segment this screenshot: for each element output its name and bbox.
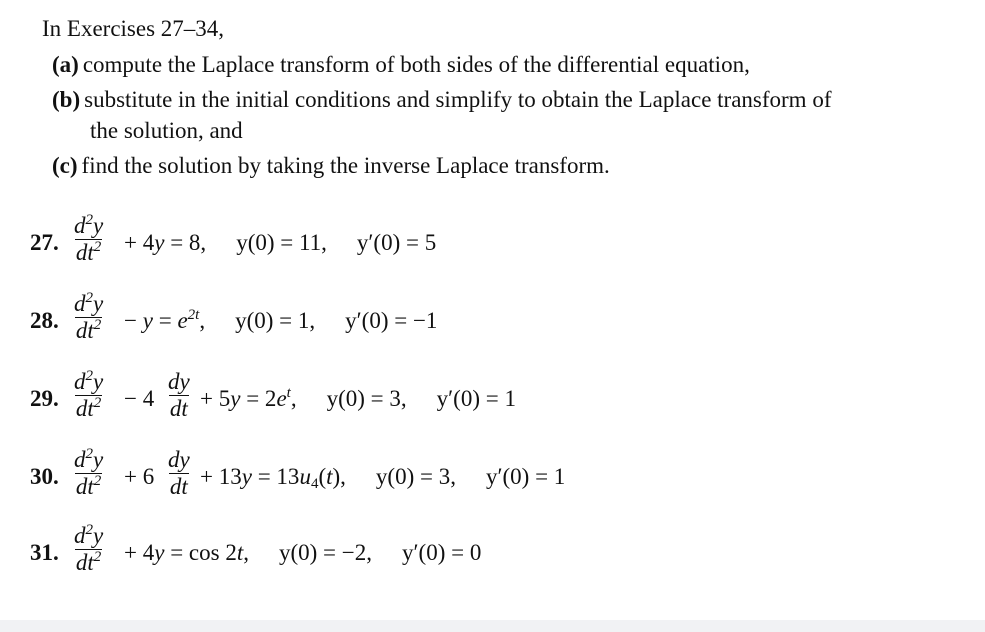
equation-rhs: + 4y = 8, y(0) = 11, y′(0) = 5 [124, 230, 437, 255]
initial-condition-y: y(0) = −2, [278, 540, 372, 565]
initial-condition-y: y(0) = 1, [235, 308, 316, 333]
instruction-a-label: (a) [52, 52, 79, 77]
exercise-number: 29. [30, 386, 59, 411]
initial-condition-yprime: y′(0) = 0 [402, 540, 482, 565]
equation-rhs: − $y = e^{2t}$, y(0) = 1, y′(0) = −1 [124, 307, 438, 333]
equation-op: + 6 [124, 464, 155, 489]
instruction-a [52, 50, 750, 80]
initial-condition-yprime: y′(0) = 5 [356, 230, 437, 255]
instruction-b-cont-text: the solution, and [90, 118, 243, 143]
initial-condition-y: y(0) = 3, [326, 386, 407, 411]
intro-text: In Exercises 27–34, [42, 16, 225, 41]
initial-condition-yprime: y′(0) = −1 [345, 308, 438, 333]
instruction-a-text: compute the Laplace transform of both sides of the differential equation, [82, 52, 750, 77]
bottom-band [0, 620, 985, 632]
exercise-number: 30. [30, 464, 59, 489]
equation-rhs: + 4y = cos 2t, y(0) = −2, y′(0) = 0 [124, 540, 482, 565]
second-derivative-fraction: $d^2y$ $dt^2$ [74, 446, 104, 499]
initial-condition-y: y(0) = 11, [236, 230, 327, 255]
equation-rhs: + $13y = 13u_4(t)$, y(0) = 3, y′(0) = 1 [200, 464, 566, 492]
equation-op: − 4 [124, 386, 155, 411]
initial-condition-y: y(0) = 3, [375, 464, 456, 489]
second-derivative-fraction: $d^2y$ $dt^2$ [74, 290, 104, 343]
instruction-c-label: (c) [52, 153, 78, 178]
instruction-c-text: find the solution by taking the inverse Laplace transform. [81, 153, 610, 178]
instruction-b-cont [90, 116, 243, 146]
second-derivative-fraction: $d^2y$ $dt^2$ [74, 522, 104, 575]
initial-condition-yprime: y′(0) = 1 [436, 386, 516, 411]
first-derivative-fraction: dy dt [168, 369, 190, 421]
initial-condition-yprime: y′(0) = 1 [485, 464, 566, 489]
instruction-b-label: (b) [52, 87, 81, 112]
second-derivative-fraction: $d^2y$ $dt^2$ [74, 368, 104, 421]
exercise-number: 31. [30, 540, 59, 565]
exercise-number: 28. [30, 308, 59, 333]
instruction-c [52, 151, 610, 181]
instruction-b [52, 85, 831, 115]
exercise-number: 27. [30, 230, 59, 255]
second-derivative-fraction: $d^2y$ $dt^2$ [74, 212, 104, 265]
instruction-b-text: substitute in the initial conditions and simplify to obtain the Laplace transform of [84, 87, 832, 112]
first-derivative-fraction: dy dt [168, 447, 190, 499]
equation-rhs: + $5y = 2e^t$, y(0) = 3, y′(0) = 1 [200, 385, 516, 411]
